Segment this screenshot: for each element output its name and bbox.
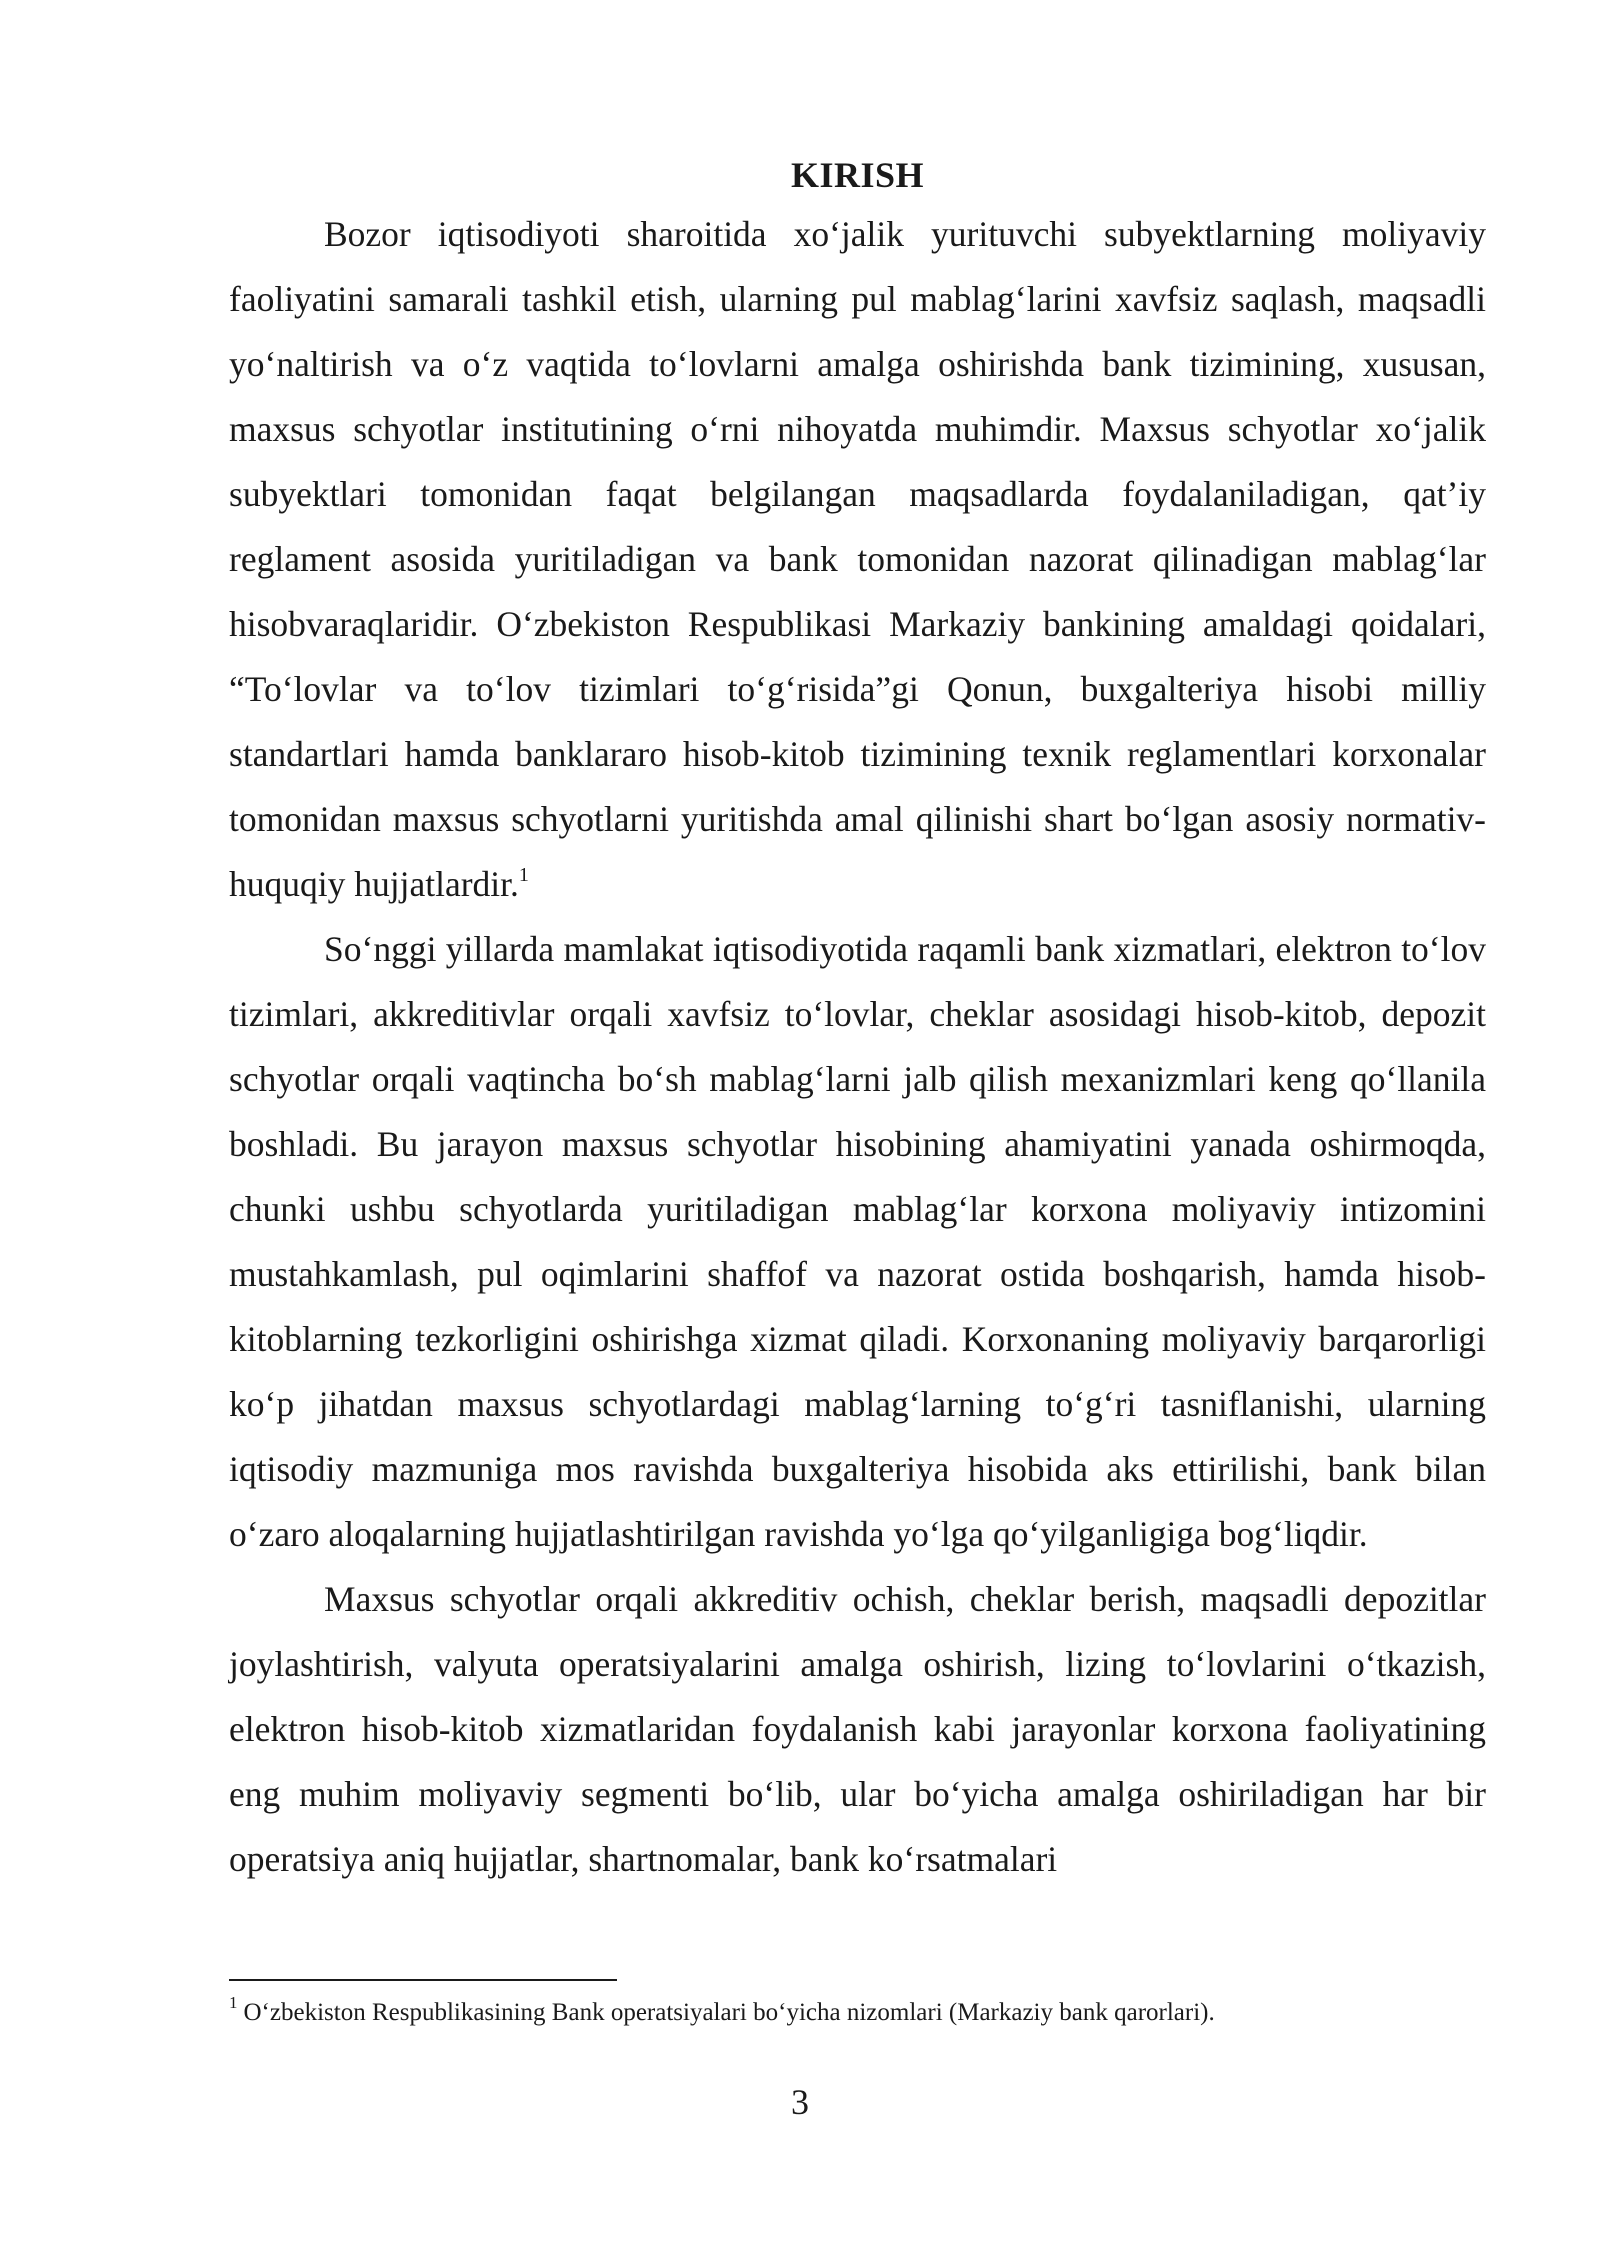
footnote-separator [229,1979,617,1981]
paragraph-1 [229,202,1486,917]
paragraph-1-text: Bozor iqtisodiyoti sharoitida xo‘jalik yurituvchi subyektlarning moliyaviy faoliyatini samarali tashkil etish, ularning pul mablag‘larini xavfsiz saqlash, maqsadli yo‘naltirish va o‘z vaqtida to‘lovlarni amalga oshirishda bank tizimining, xususan, maxsus schyotlar institutining o‘rni nihoyatda muhimdir. Maxsus schyotlar xo‘jalik subyektlari tomonidan faqat belgilangan maqsadlarda foydalaniladigan, qat’iy reglament asosida yuritiladigan va bank tomonidan nazorat qilinadigan mablag‘lar hisobvaraqlaridir. O‘zbekiston Respublikasi Markaziy bankining amaldagi qoidalari, “To‘lovlar va to‘lov tizimlari to‘g‘risida”gi Qonun, buxgalteriya hisobi milliy standartlari hamda banklararo hisob-kitob tizimining texnik reglamentlari korxonalar tomonidan maxsus schyotlarni yuritishda amal qilinishi shart bo‘lgan asosiy normativ-huquqiy hujjatlardir. [229,214,1486,904]
main-text [229,148,1486,1892]
footnote-reference[interactable]: 1 [518,864,529,887]
section-heading: KIRISH [790,155,925,195]
footnote-text: O‘zbekiston Respublikasining Bank operatsiyalari bo‘yicha nizomlari (Markaziy bank qarorlari). [243,1999,1215,2026]
footnote [229,1992,1486,2030]
page-number: 3 [791,2082,809,2122]
paragraph-3: Maxsus schyotlar orqali akkreditiv ochish, cheklar berish, maqsadli depozitlar joylashtirish, valyuta operatsiyalarini amalga oshirish, lizing to‘lovlarini o‘tkazish, elektron hisob-kitob xizmatlaridan foydalanish kabi jarayonlar korxona faoliyatining eng muhim moliyaviy segmenti bo‘lib, ular bo‘yicha amalga oshiriladigan har bir operatsiya aniq hujjatlar, shartnomalar, bank ko‘rsatmalari [229,1579,1486,1879]
footnote-marker: 1 [229,1992,238,2012]
paragraph-2: So‘nggi yillarda mamlakat iqtisodiyotida raqamli bank xizmatlari, elektron to‘lov tizimlari, akkreditivlar orqali xavfsiz to‘lovlar, cheklar asosidagi hisob-kitob, depozit schyotlar orqali vaqtincha bo‘sh mablag‘larni jalb qilish mexanizmlari keng qo‘llanila boshladi. Bu jarayon maxsus schyotlar hisobining ahamiyatini yanada oshirmoqda, chunki ushbu schyotlarda yuritiladigan mablag‘lar korxona moliyaviy intizomini mustahkamlash, pul oqimlarini shaffof va nazorat ostida boshqarish, hamda hisob-kitoblarning tezkorligini oshirishga xizmat qiladi. Korxonaning moliyaviy barqarorligi ko‘p jihatdan maxsus schyotlardagi mablag‘larning to‘g‘ri tasniflanishi, ularning iqtisodiy mazmuniga mos ravishda buxgalteriya hisobida aks ettirilishi, bank bilan o‘zaro aloqalarning hujjatlashtirilgan ravishda yo‘lga qo‘yilganligiga bog‘liqdir. [229,929,1486,1554]
